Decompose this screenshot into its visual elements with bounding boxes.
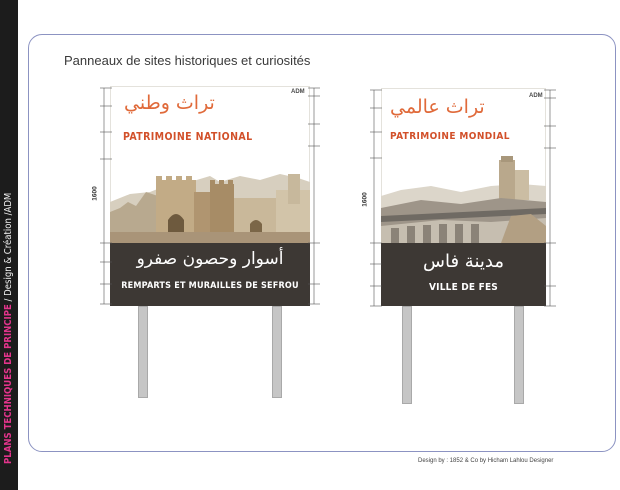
ramparts-illustration xyxy=(110,162,310,243)
name-band xyxy=(110,243,310,306)
sidebar-caption-highlight: PLANS TECHNIQUES DE PRINCIPE xyxy=(3,304,14,464)
brand-label: ADM xyxy=(291,89,305,95)
sign-post-right xyxy=(272,306,282,398)
french-title: PATRIMOINE MONDIAL xyxy=(390,131,510,142)
designer-credit: Design by : 1852 & Co by Hicham Lahlou Designer xyxy=(418,458,554,464)
dimension-lines-right xyxy=(544,86,562,311)
height-dimension-label: 1600 xyxy=(91,186,99,201)
sign-post-left xyxy=(138,306,148,398)
arabic-site-name: مدينة فاس xyxy=(423,251,504,272)
french-site-name: VILLE DE FES xyxy=(429,282,498,293)
name-band xyxy=(381,243,546,306)
dimension-lines-right xyxy=(308,84,326,309)
brand-label: ADM xyxy=(529,93,543,99)
arabic-title: تراث وطني xyxy=(124,92,215,114)
sidebar-caption xyxy=(0,24,18,464)
french-title: PATRIMOINE NATIONAL xyxy=(123,131,253,143)
height-dimension-label: 1600 xyxy=(361,192,369,207)
sign-post-right xyxy=(514,306,524,404)
arabic-title: تراث عالمي xyxy=(390,96,485,118)
french-site-name: REMPARTS ET MURAILLES DE SEFROU xyxy=(121,281,299,291)
page-title: Panneaux de sites historiques et curiosités xyxy=(64,53,311,68)
arabic-site-name: أسوار وحصون صفرو xyxy=(136,249,284,269)
medina-illustration xyxy=(381,156,546,243)
sign-post-left xyxy=(402,306,412,404)
sidebar-caption-rest: / Design & Création /ADM xyxy=(3,192,14,305)
